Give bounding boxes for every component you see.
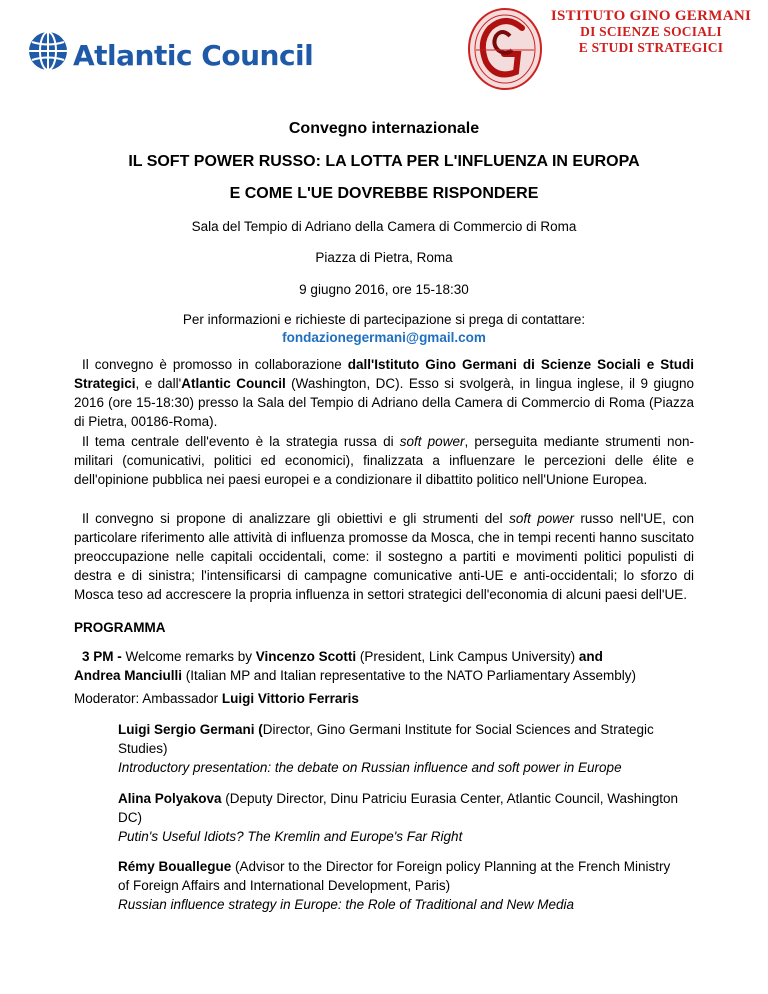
speaker-manciulli-role: (Italian MP and Italian representative to the NATO Parliamentary Assembly) xyxy=(182,668,636,683)
theme-paragraph xyxy=(74,432,694,489)
istituto-germani-wordmark xyxy=(546,8,756,56)
speaker-scotti-role: (President, Link Campus University) xyxy=(356,649,579,664)
speaker-role: (Deputy Director, Dinu Patriciu Eurasia Center, Atlantic Council, Washington DC) xyxy=(118,791,679,825)
moderator-line xyxy=(74,689,359,708)
event-type-heading: Convegno internazionale xyxy=(288,120,480,137)
program-heading: PROGRAMMA xyxy=(74,620,166,635)
theme-text-soft-power: soft power xyxy=(399,434,465,449)
intro-paragraph xyxy=(74,355,694,431)
welcome-remarks xyxy=(74,647,694,685)
talk-title: Introductory presentation: the debate on Russian influence and soft power in Europe xyxy=(118,760,622,775)
intro-text-c: , e dall' xyxy=(135,376,182,391)
institute-name-line-3: E STUDI STRATEGICI xyxy=(578,40,724,55)
session-time: 3 PM - xyxy=(82,649,122,664)
event-title-line-1: IL SOFT POWER RUSSO: LA LOTTA PER L'INFLUENZA IN EUROPA xyxy=(128,153,640,170)
address-line: Piazza di Pietra, Roma xyxy=(315,250,453,265)
objectives-paragraph xyxy=(74,509,694,604)
intro-text-institute: dall'Istituto Gino Germani di Scienze Sociali e Studi Strategici xyxy=(74,357,694,391)
intro-text-a: Il convegno è promosso in collaborazione xyxy=(82,357,348,372)
moderator-name: Luigi Vittorio Ferraris xyxy=(221,691,359,706)
speaker-entry xyxy=(118,857,678,914)
speaker-role: (Advisor to the Director for Foreign policy Planning at the French Ministry of Foreign Affairs and International Development, Paris) xyxy=(118,859,671,893)
talk-title: Russian influence strategy in Europe: the Role of Traditional and New Media xyxy=(118,897,575,912)
intro-text-e: (Washington, DC). Esso si svolgerà, in lingua inglese, il 9 giugno 2016 (ore 15-18:30) presso la Sala del Tempio di Adriano della Camera di Commercio di Roma (Piazza di Pietra, 00186-Roma). xyxy=(74,376,694,429)
event-date: 9 giugno 2016, ore 15-18:30 xyxy=(299,282,469,297)
moderator-label: Moderator: Ambassador xyxy=(74,691,222,706)
event-title-line-2: E COME L'UE DOVREBBE RISPONDERE xyxy=(229,185,539,202)
intro-text-council: Atlantic Council xyxy=(181,376,286,391)
welcome-label: Welcome remarks by xyxy=(121,649,256,664)
speaker-entry xyxy=(118,789,678,846)
speaker-name: Rémy Bouallegue xyxy=(118,859,232,874)
theme-text-c: , perseguita mediante strumenti non-militari (comunicativi, politici ed economici), finalizzata a influenzare le percezioni delle élite e dell'opinione pubblica nei paesi europei e a condizionare il dibattito politico nell'Unione Europea. xyxy=(74,434,694,487)
contact-info-text: Per informazioni e richieste di partecipazione si prega di contattare: xyxy=(182,312,586,327)
institute-name-line-1: ISTITUTO GINO GERMANI xyxy=(550,8,752,24)
atlantic-council-wordmark: Atlantic Council xyxy=(73,38,314,72)
institute-name-line-2: DI SCIENZE SOCIALI xyxy=(580,24,722,39)
contact-email-link[interactable]: fondazionegermani@gmail.com xyxy=(282,330,486,345)
speaker-name: Alina Polyakova xyxy=(118,791,222,806)
speaker-role: Director, Gino Germani Institute for Social Sciences and Strategic Studies) xyxy=(118,722,654,756)
and-conjunction: and xyxy=(578,649,603,664)
speaker-scotti: Vincenzo Scotti xyxy=(255,649,357,664)
istituto-germani-emblem-icon xyxy=(466,6,544,92)
speaker-manciulli: Andrea Manciulli xyxy=(74,668,183,683)
globe-icon xyxy=(27,30,69,72)
theme-text-a: Il tema centrale dell'evento è la strategia russa di xyxy=(82,434,400,449)
atlantic-council-logo xyxy=(27,30,313,72)
speaker-entry xyxy=(118,720,678,777)
venue-line: Sala del Tempio di Adriano della Camera di Commercio di Roma xyxy=(191,219,577,234)
talk-title: Putin's Useful Idiots? The Kremlin and Europe's Far Right xyxy=(118,829,463,844)
objectives-text-a: Il convegno si propone di analizzare gli obiettivi e gli strumenti del xyxy=(82,511,510,526)
speaker-name: Luigi Sergio Germani ( xyxy=(118,722,263,737)
objectives-text-c: russo nell'UE, con particolare riferimento alle attività di influenza promosse da Mosca, che in tempi recenti hanno suscitato preoccupazione nelle capitali occidentali, come: il sostegno a partiti e movimenti politici populisti di destra e di sinistra; l'intensificarsi di campagne comunicative anti-UE e anti-occidentali; lo sforzo di Mosca teso ad accrescere la propria influenza in settori strategici dell'economia di alcuni paesi dell'UE. xyxy=(74,511,695,602)
objectives-text-soft-power: soft power xyxy=(509,511,574,526)
